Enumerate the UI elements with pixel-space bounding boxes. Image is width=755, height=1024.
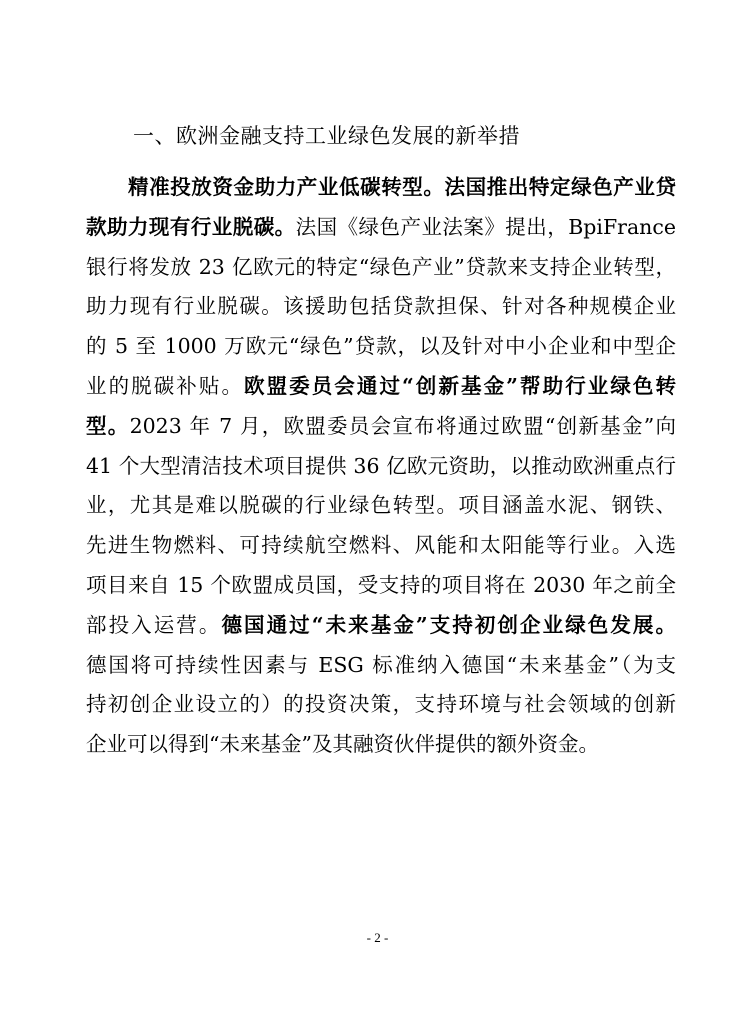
text-line bbox=[86, 248, 676, 288]
body-text: 项目来自 15 个欧盟成员国，受支持的项目将在 2030 年之前全 bbox=[86, 572, 676, 597]
body-text: 业的脱碳补贴。 bbox=[86, 373, 245, 398]
text-line bbox=[86, 685, 676, 725]
section-heading: 一、欧洲金融支持工业绿色发展的新举措 bbox=[133, 124, 520, 148]
body-text: 助力现有行业脱碳。该援助包括贷款担保、针对各种规模企业 bbox=[86, 294, 676, 319]
body-text: 2023 年 7 月，欧盟委员会宣布将通过欧盟“创新基金”向 bbox=[129, 413, 676, 438]
body-text: 41 个大型清洁技术项目提供 36 亿欧元资助，以推动欧洲重点行 bbox=[86, 453, 676, 478]
text-line bbox=[86, 447, 676, 487]
text-line bbox=[86, 208, 676, 248]
body-text: 的 5 至 1000 万欧元“绿色”贷款，以及针对中小企业和中型企 bbox=[86, 334, 676, 359]
text-line bbox=[86, 526, 676, 566]
text-line bbox=[86, 327, 676, 367]
text-line bbox=[86, 367, 676, 407]
body-text: 业，尤其是难以脱碳的行业绿色转型。项目涵盖水泥、钢铁、 bbox=[86, 493, 676, 518]
body-text: 持初创企业设立的）的投资决策，支持环境与社会领域的创新 bbox=[86, 692, 676, 717]
body-text: 部投入运营。 bbox=[86, 612, 222, 637]
text-line bbox=[86, 407, 676, 447]
page-number: - 2 - bbox=[366, 930, 389, 945]
bold-text: 欧盟委员会通过“创新基金”帮助行业绿色转 bbox=[244, 373, 676, 398]
body-text: 德国将可持续性因素与 ESG 标准纳入德国“未来基金”（为支 bbox=[86, 652, 676, 677]
body-text: 法国《绿色产业法案》提出，BpiFrance bbox=[295, 214, 677, 239]
text-line bbox=[86, 486, 676, 526]
bold-text: 型。 bbox=[86, 413, 130, 438]
body-text: 银行将发放 23 亿欧元的特定“绿色产业”贷款来支持企业转型， bbox=[86, 254, 676, 279]
text-line bbox=[86, 566, 676, 606]
bold-text: 精准投放资金助力产业低碳转型。法国推出特定绿色产业贷 bbox=[128, 175, 676, 199]
body-paragraph bbox=[86, 168, 676, 765]
text-line bbox=[86, 725, 676, 765]
text-line bbox=[86, 168, 676, 208]
bold-text: 德国通过“未来基金”支持初创企业绿色发展。 bbox=[221, 612, 677, 637]
bold-text: 款助力现有行业脱碳。 bbox=[86, 214, 296, 239]
body-text: 先进生物燃料、可持续航空燃料、风能和太阳能等行业。入选 bbox=[86, 533, 676, 558]
text-line bbox=[86, 606, 676, 646]
text-line bbox=[86, 287, 676, 327]
text-line bbox=[86, 646, 676, 686]
body-text: 企业可以得到“未来基金”及其融资伙伴提供的额外资金。 bbox=[86, 732, 599, 757]
